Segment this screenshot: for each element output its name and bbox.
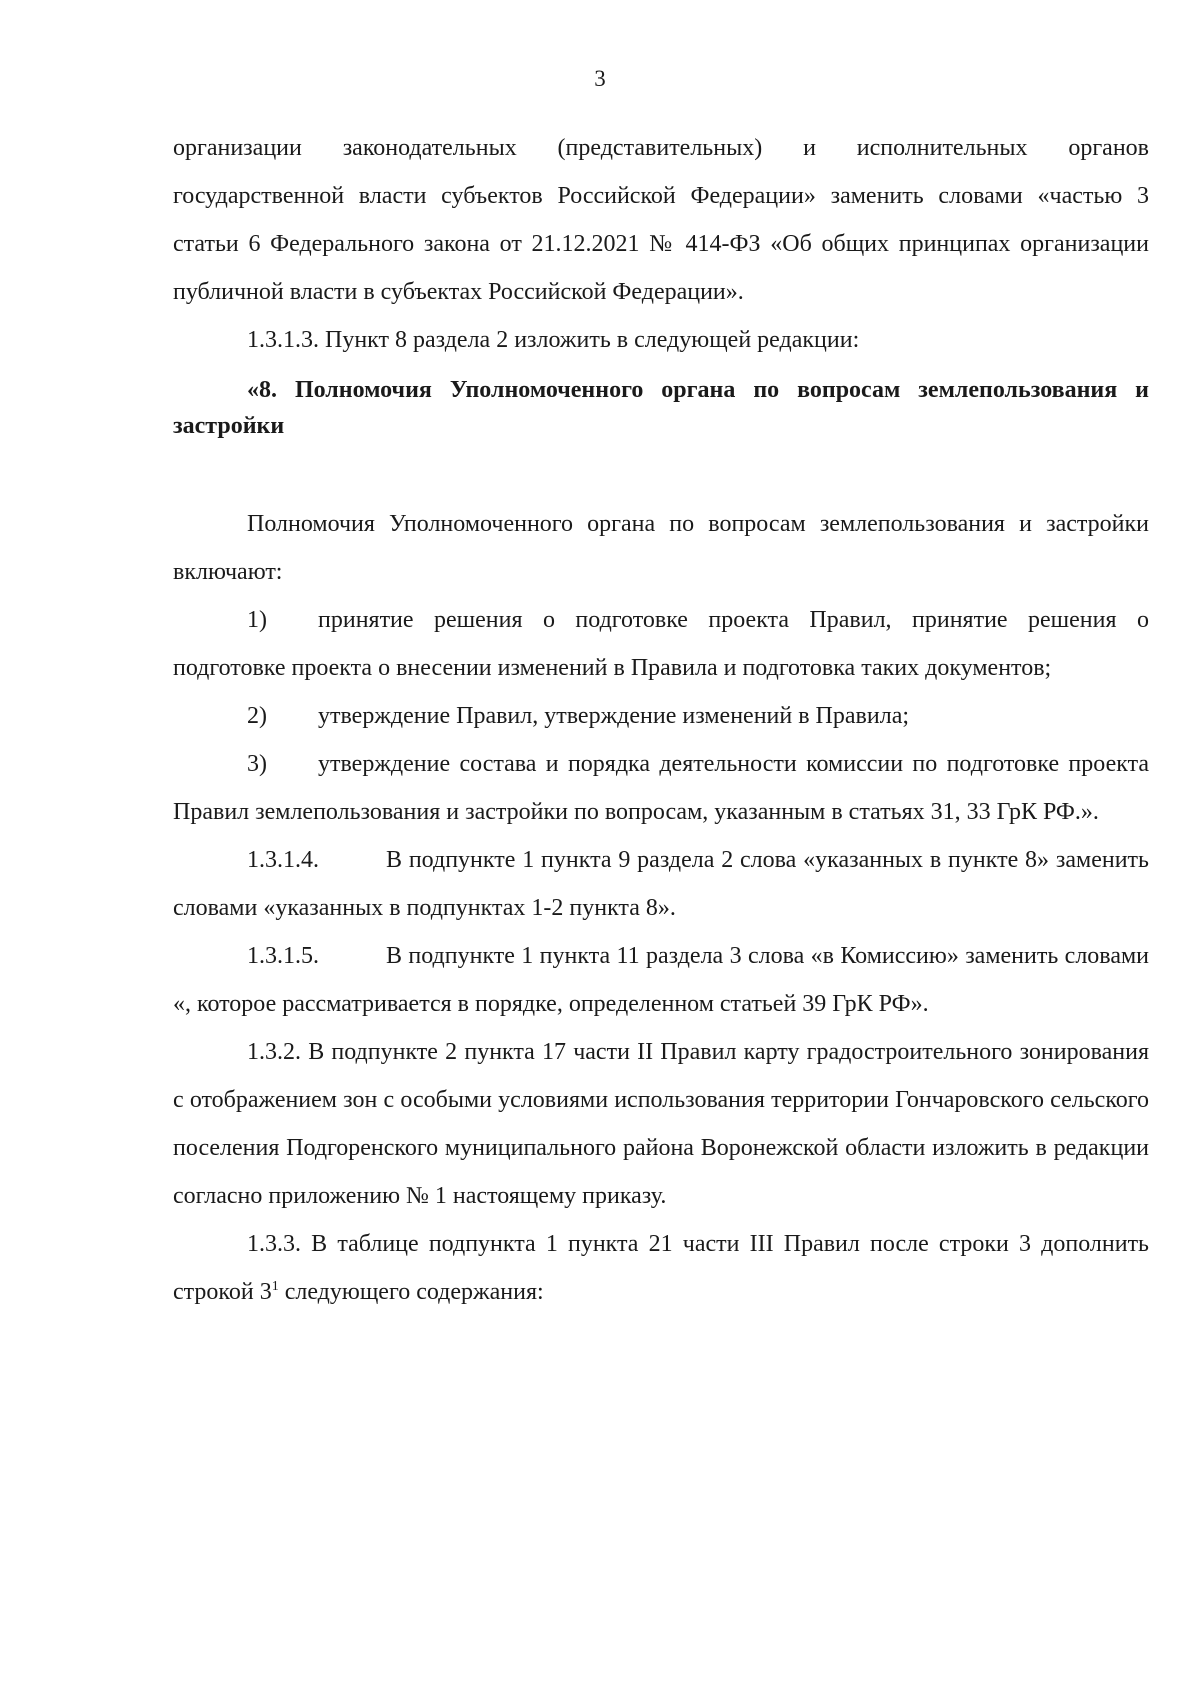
clause-number: 1.3.1.4. [247, 847, 319, 873]
superscript: 1 [271, 1279, 279, 1294]
clause-text: В подпункте 1 пункта 9 раздела 2 слова «указанных в пункте 8» заменить словами «указанных в подпунктах 1-2 пункта 8». [173, 847, 1149, 921]
list-item-text: утверждение Правил, утверждение изменений в Правила; [318, 703, 910, 729]
list-item-1 [173, 596, 1149, 692]
list-item-2 [173, 692, 1149, 740]
section-heading: «8. Полномочия Уполномоченного органа по вопросам землепользования и застройки [173, 377, 1149, 439]
document-body [173, 124, 1149, 1316]
list-item-text: утверждение состава и порядка деятельности комиссии по подготовке проекта Правил землепользования и застройки по вопросам, указанным в статьях 31, 33 ГрК РФ.». [173, 751, 1149, 825]
spacer [173, 444, 1149, 500]
clause-number: 1.3.1.5. [247, 943, 319, 969]
paragraph-1-3-2: 1.3.2. В подпункте 2 пункта 17 части II Правил карту градостроительного зонирования с отображением зон с особыми условиями использования территории Гончаровского сельского поселения Подгоренского муниципального района Воронежской области изложить в редакции согласно приложению № 1 настоящему приказу. [173, 1039, 1149, 1209]
list-item-number: 2) [247, 703, 267, 729]
paragraph-1-3-1-5 [173, 932, 1149, 1028]
paragraph-1-3-1-3: 1.3.1.3. Пункт 8 раздела 2 изложить в следующей редакции: [247, 327, 860, 353]
list-item-3 [173, 740, 1149, 836]
paragraph-text-end: следующего содержания: [278, 1279, 544, 1305]
paragraph-1-3-3 [173, 1220, 1149, 1316]
clause-text: В подпункте 1 пункта 11 раздела 3 слова «в Комиссию» заменить словами «, которое рассматривается в порядке, определенном статьей 39 ГрК РФ». [173, 943, 1149, 1017]
list-item-number: 1) [247, 607, 267, 633]
paragraph-1-3-1-4 [173, 836, 1149, 932]
paragraph-powers-intro: Полномочия Уполномоченного органа по вопросам землепользования и застройки включают: [173, 511, 1149, 585]
list-item-number: 3) [247, 751, 267, 777]
paragraph-continuation: организации законодательных (представительных) и исполнительных органов государственной власти субъектов Российской Федерации» заменить словами «частью 3 статьи 6 Федерального закона от 21.12.2021 № 414-ФЗ «Об общих принципах организации публичной власти в субъектах Российской Федерации». [173, 135, 1149, 305]
page-number: 3 [594, 66, 606, 91]
paragraph-text: 1.3.3. В таблице подпункта 1 пункта 21 части III Правил после строки 3 дополнить строкой 3 [173, 1231, 1149, 1305]
list-item-text: принятие решения о подготовке проекта Правил, принятие решения о подготовке проекта о внесении изменений в Правила и подготовка таких документов; [173, 607, 1149, 681]
